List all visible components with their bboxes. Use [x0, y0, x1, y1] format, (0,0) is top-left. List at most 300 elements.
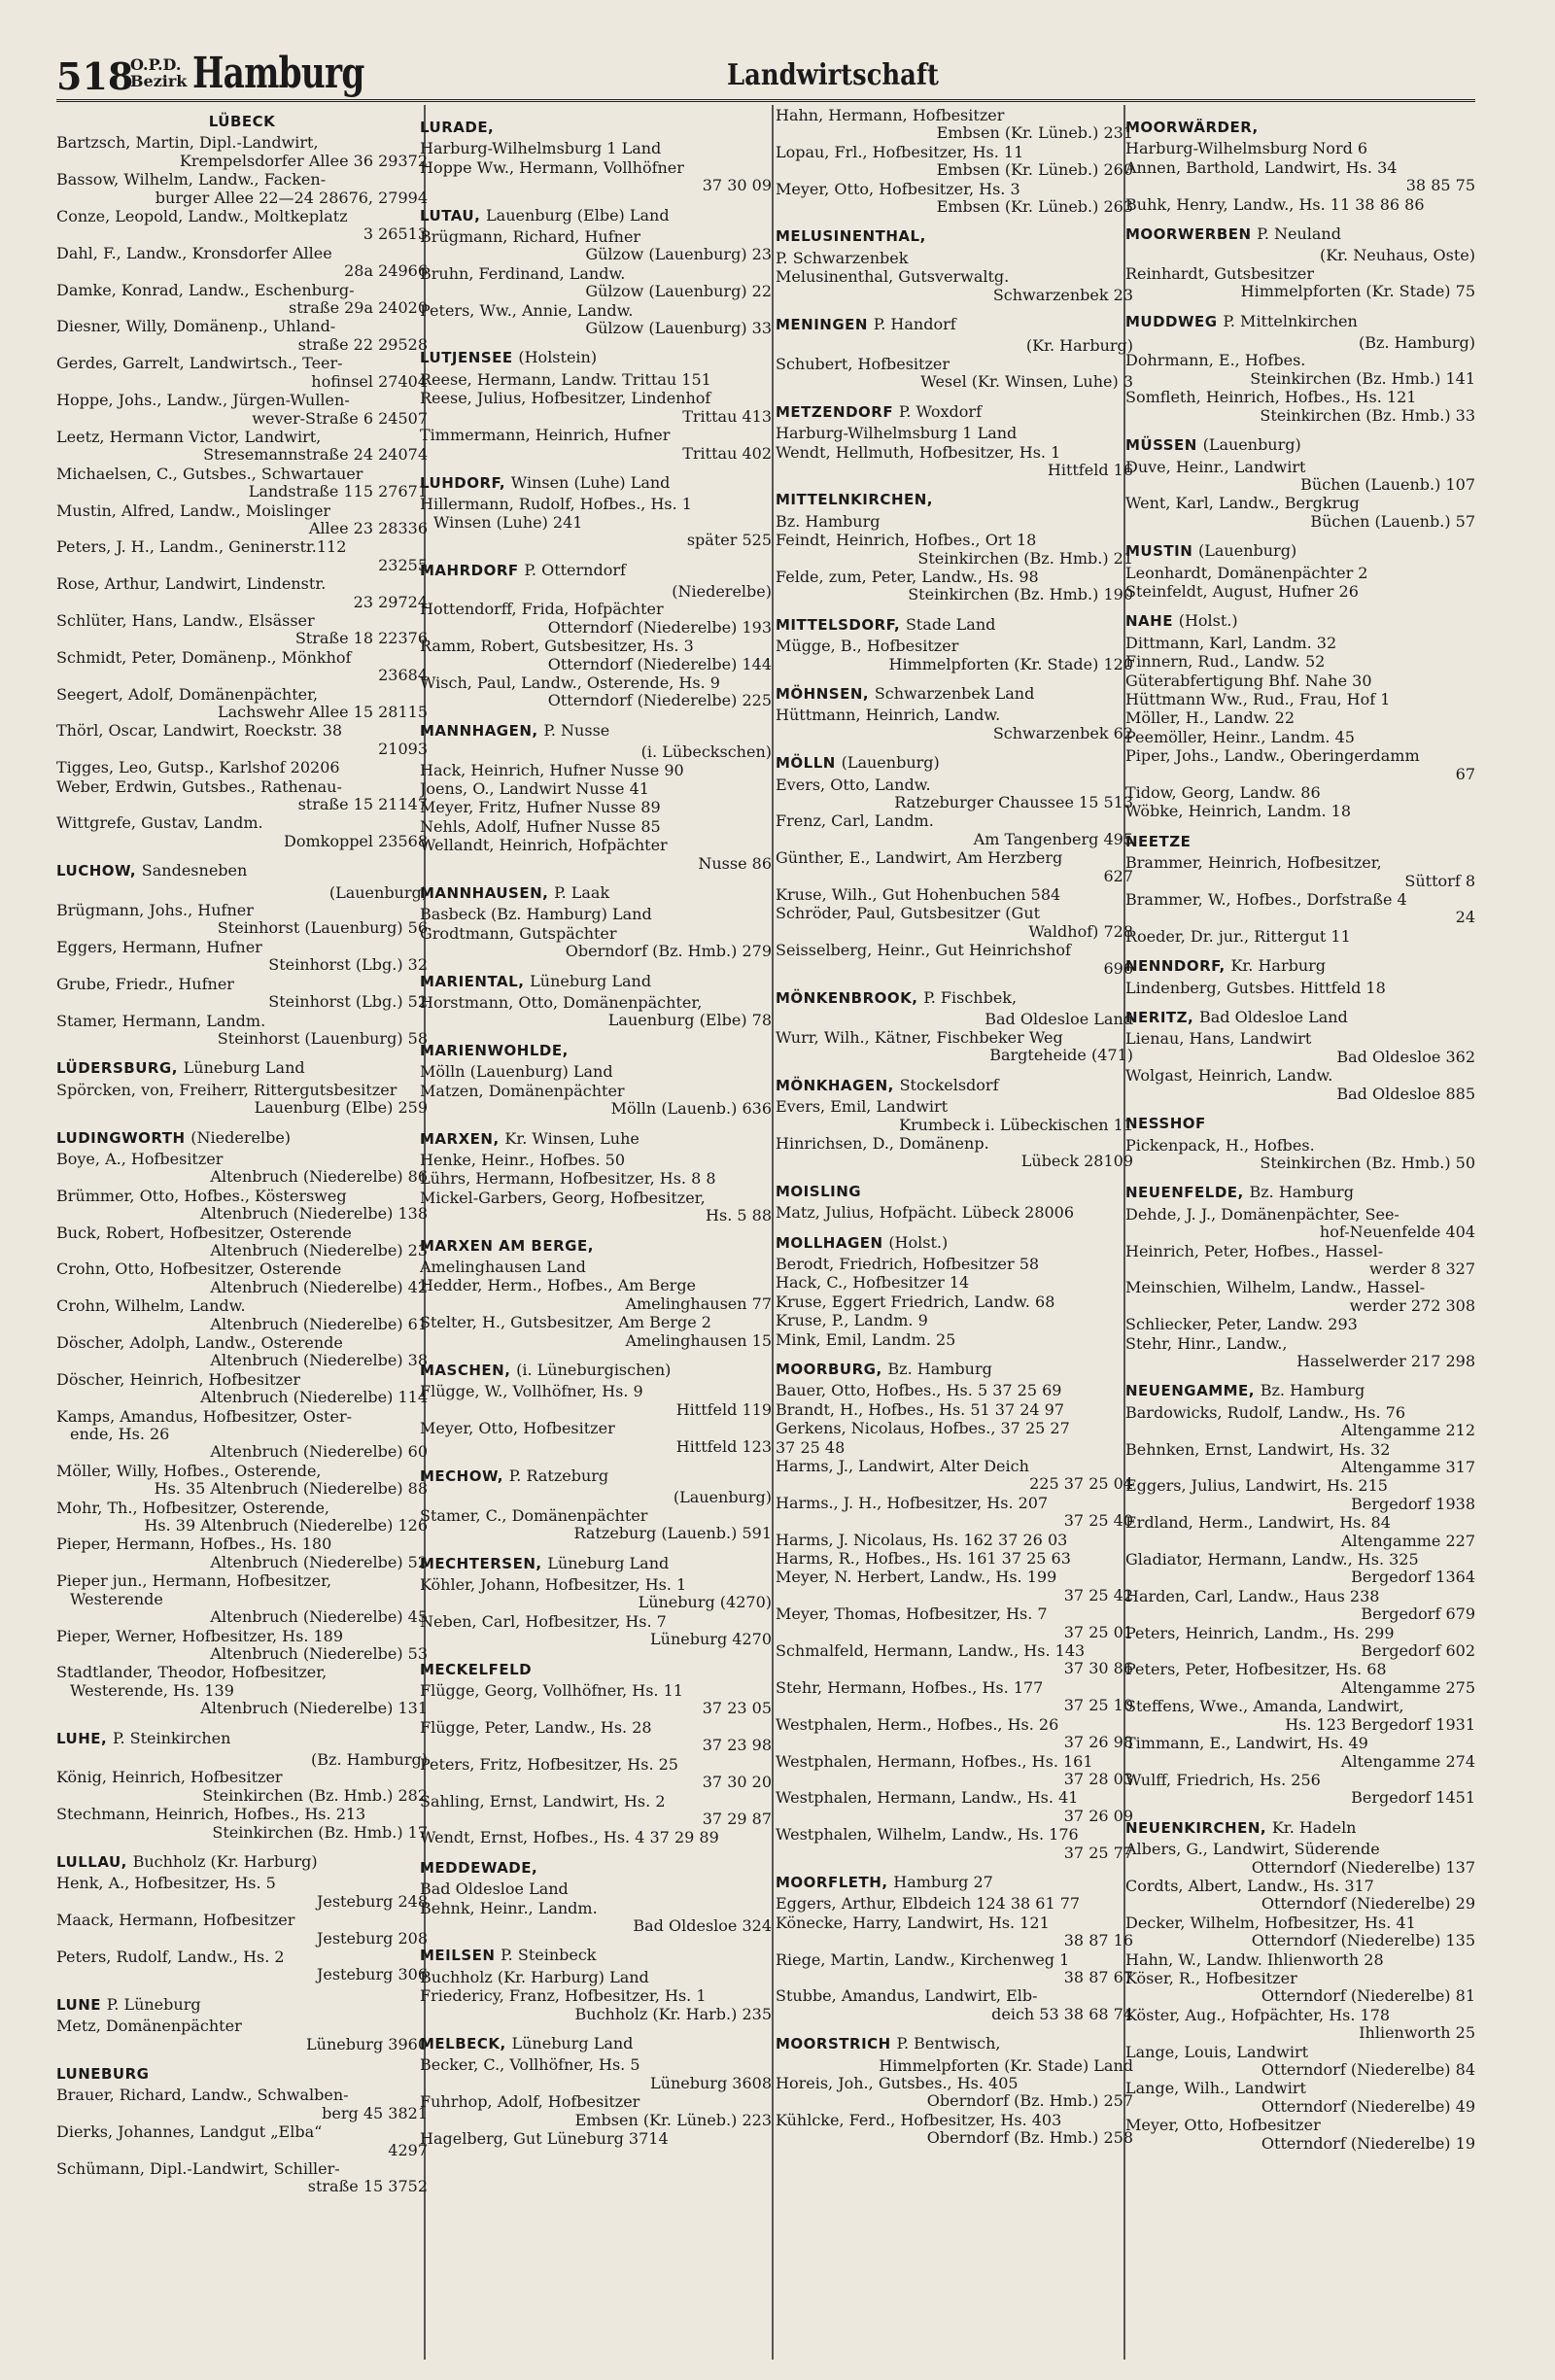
directory-entry: [776, 444, 1133, 480]
entry-line: Bergedorf 679: [1361, 1605, 1475, 1624]
entry-line: 37 28 03: [1063, 1770, 1133, 1788]
directory-entry: [420, 1190, 772, 1225]
entry-line: Dehde, J. J., Domänenpächter, See-: [1125, 1205, 1400, 1224]
entry-line: Günther, E., Landwirt, Am Herzberg: [776, 849, 1063, 868]
entry-line: Decker, Wilhelm, Hofbesitzer, Hs. 41: [1125, 1914, 1416, 1932]
directory-entry: [776, 1569, 1133, 1604]
place-qualifier: P. Neuland: [1257, 224, 1341, 244]
opd-label: O.P.D.: [130, 55, 182, 74]
entry-line: 38 87 16: [1063, 1932, 1133, 1950]
entry-line: 38 87 67: [1063, 1968, 1133, 1986]
directory-entry: [1125, 784, 1475, 802]
entry-line: Hagelberg, Gut Lüneburg 3714: [420, 2130, 669, 2148]
entry-line: Steinkirchen (Bz. Hmb.) 17: [212, 1823, 428, 1842]
entry-line: Embsen (Kr. Lüneb.) 223: [574, 2111, 772, 2129]
place-qualifier: (Holstein): [518, 348, 598, 367]
entry-line: Peters, Peter, Hofbesitzer, Hs. 68: [1125, 1661, 1387, 1679]
place-name: MAHRDORF: [420, 561, 519, 579]
entry-line: 37 25 77: [1063, 1844, 1133, 1862]
entry-line: Nehls, Adolf, Hufner Nusse 85: [420, 817, 661, 836]
directory-entry: [56, 1013, 428, 1049]
entry-line: Altenbruch (Niederelbe) 38: [210, 1352, 428, 1370]
entry-line: Altenbruch (Niederelbe) 45: [210, 1608, 428, 1627]
place-heading: [776, 227, 1133, 245]
directory-entry: [776, 1605, 1133, 1641]
entry-line: Lührs, Hermann, Hofbesitzer, Hs. 8 8: [420, 1170, 716, 1189]
place-name: MUSTIN: [1125, 542, 1193, 561]
district-label: [130, 56, 187, 89]
entry-line: Otterndorf (Niederelbe) 135: [1251, 1932, 1475, 1950]
entry-line: Hasselwerder 217 298: [1296, 1352, 1475, 1370]
entry-line: Bardowicks, Rudolf, Landw., Hs. 76: [1125, 1403, 1405, 1422]
entry-line: Eggers, Julius, Landwirt, Hs. 215: [1125, 1477, 1388, 1496]
directory-entry: [1125, 1625, 1475, 1661]
place-heading: [56, 1129, 428, 1147]
entry-line: Dahl, F., Landw., Kronsdorfer Allee: [56, 244, 332, 262]
entry-line: 37 26 98: [1063, 1734, 1133, 1752]
directory-entry: [776, 1293, 1133, 1311]
entry-line: Pickenpack, H., Hofbes.: [1125, 1136, 1315, 1155]
entry-line: Berodt, Friedrich, Hofbesitzer 58: [776, 1255, 1040, 1273]
directory-entry: [420, 496, 772, 549]
entry-line: Lachswehr Allee 15 28115: [218, 704, 428, 721]
place-heading: [420, 884, 772, 902]
page-header: [56, 49, 1475, 101]
entry-line: Stehr, Hinr., Landw.,: [1125, 1334, 1288, 1353]
place-heading: [420, 1661, 772, 1678]
city-title: Hamburg: [192, 49, 364, 98]
entry-line: Wittgrefe, Gustav, Landm.: [56, 814, 263, 833]
entry-line: 37 25 48: [776, 1438, 846, 1457]
place-name: MÖHNSEN,: [776, 684, 870, 703]
directory-entry: [1125, 1243, 1475, 1279]
directory-entry: [776, 1753, 1133, 1789]
directory-entry: [1125, 140, 1475, 157]
directory-entry: [420, 1170, 772, 1188]
entry-line: Ihlienworth 25: [1359, 2024, 1475, 2043]
entry-line: Meyer, Otto, Hofbesitzer, Hs. 3: [776, 180, 1020, 198]
entry-line: Felde, zum, Peter, Landw., Hs. 98: [776, 568, 1039, 586]
entry-line: 67: [1455, 765, 1475, 783]
directory-entry: [56, 502, 428, 538]
directory-entry: [776, 1826, 1133, 1862]
entry-line: Jesteburg 248: [316, 1892, 428, 1911]
entry-line: Gerdes, Garrelt, Landwirtsch., Teer-: [56, 355, 343, 373]
directory-entry: [56, 355, 428, 391]
place-qualifier: P. Handorf: [873, 315, 956, 334]
header-rule: [56, 99, 1475, 102]
entry-line: Möller, Willy, Hofbes., Osterende,: [56, 1462, 322, 1480]
entry-line: 37 30 20: [702, 1774, 772, 1792]
entry-line: Wellandt, Heinrich, Hofpächter: [420, 837, 668, 855]
entry-line: Brammer, W., Hofbes., Dorfstraße 4: [1125, 891, 1407, 910]
entry-line: burger Allee 22—24 28676, 27994: [155, 189, 428, 207]
directory-entry: [1125, 1441, 1475, 1477]
section-title: Landwirtschaft: [727, 58, 939, 92]
entry-line: Crohn, Wilhelm, Landw.: [56, 1297, 246, 1316]
place-heading: [56, 1730, 428, 1747]
place-heading: [56, 113, 428, 130]
place-heading: [420, 2035, 772, 2052]
entry-line: Oberndorf (Bz. Hmb.) 279: [565, 943, 772, 961]
entry-line: Schmalfeld, Hermann, Landw., Hs. 143: [776, 1642, 1086, 1661]
entry-line: Flügge, Peter, Landw., Hs. 28: [420, 1718, 652, 1737]
entry-line: Joens, O., Landwirt Nusse 41: [420, 780, 649, 798]
entry-line: Pieper, Hermann, Hofbes., Hs. 180: [56, 1535, 332, 1554]
place-qualifier: P. Steinkirchen: [112, 1728, 231, 1747]
place-name: MOORSTRICH: [776, 2035, 891, 2053]
entry-line: Peters, Ww., Annie, Landw.: [420, 301, 634, 320]
entry-line: Altenbruch (Niederelbe) 42: [210, 1278, 428, 1296]
entry-line: Harden, Carl, Landw., Haus 238: [1125, 1587, 1380, 1605]
entry-line: Harms, J., Landwirt, Alter Deich: [776, 1458, 1029, 1475]
place-name: LUCHOW,: [56, 862, 137, 880]
directory-entry: [56, 1875, 428, 1911]
place-heading: [420, 207, 772, 224]
entry-line: Brandt, H., Hofbes., Hs. 51 37 24 97: [776, 1400, 1065, 1419]
place-subheading: (Lauenburg): [673, 1489, 772, 1507]
place-name: LURADE,: [420, 119, 495, 136]
directory-entry: [776, 181, 1133, 217]
place-name: LUTJENSEE: [420, 349, 513, 367]
entry-line: Spörcken, von, Freiherr, Rittergutsbesitzer: [56, 1081, 397, 1099]
entry-line: Lienau, Hans, Landwirt: [1125, 1030, 1312, 1049]
entry-line: Henke, Heinr., Hofbes. 50: [420, 1151, 626, 1169]
place-heading: [1125, 542, 1475, 560]
place-heading: [1125, 119, 1475, 136]
directory-entry: [776, 1420, 1133, 1437]
place-heading: [776, 316, 1133, 333]
entry-line: Stehr, Hermann, Hofbes., Hs. 177: [776, 1678, 1044, 1697]
entry-line: Hs. 35 Altenbruch (Niederelbe) 88: [154, 1480, 428, 1499]
place-heading: [1125, 1009, 1475, 1026]
entry-line: Finnern, Rud., Landw. 52: [1125, 653, 1326, 672]
entry-line: 37 26 09: [1063, 1807, 1133, 1825]
entry-line: Am Tangenberg 495: [973, 830, 1133, 848]
place-name: MOORWERBEN: [1125, 225, 1252, 244]
directory-entry: [776, 569, 1133, 604]
place-qualifier: Hamburg 27: [893, 1872, 993, 1891]
directory-entry: [1125, 389, 1475, 425]
entry-line: Jesteburg 208: [316, 1929, 428, 1948]
entry-line: Heinrich, Peter, Hofbes., Hassel-: [1125, 1242, 1384, 1260]
directory-entry: [420, 837, 772, 873]
entry-line: Himmelpforten (Kr. Stade) 75: [1240, 283, 1475, 301]
directory-entry: [420, 390, 772, 426]
place-qualifier: (Lauenburg): [1198, 541, 1297, 561]
place-heading: [776, 403, 1133, 421]
entry-line: Domkoppel 23568: [283, 832, 428, 850]
entry-line: Mölln (Lauenb.) 636: [610, 1100, 772, 1119]
entry-line: Gülzow (Lauenburg) 33: [585, 320, 772, 338]
place-qualifier: Bz. Hamburg: [1260, 1381, 1365, 1400]
entry-line: Grube, Friedr., Hufner: [56, 975, 234, 993]
place-heading: [776, 1077, 1133, 1094]
entry-line: Trittau 413: [682, 407, 772, 426]
entry-line: Mölln (Lauenburg) Land: [420, 1063, 613, 1082]
directory-entry: [1125, 1588, 1475, 1624]
entry-line: Wurr, Wilh., Kätner, Fischbeker Weg: [776, 1028, 1063, 1047]
entry-line: Altengamme 227: [1340, 1532, 1475, 1550]
entry-line: werder 8 327: [1368, 1259, 1475, 1278]
entry-line: Crohn, Otto, Hofbesitzer, Osterende: [56, 1260, 342, 1279]
directory-entry: [776, 1439, 1133, 1457]
entry-line: Stadtlander, Theodor, Hofbesitzer,: [56, 1664, 328, 1682]
entry-line: Otterndorf (Niederelbe) 84: [1261, 2061, 1475, 2079]
directory-entry: [420, 1383, 772, 1419]
place-qualifier: (i. Lüneburgischen): [516, 1360, 672, 1379]
entry-line: Möller, H., Landw. 22: [1125, 709, 1296, 728]
place-heading: [56, 2065, 428, 2083]
entry-line: 225 37 25 04: [1029, 1475, 1133, 1494]
entry-line: Dohrmann, E., Hofbes.: [1125, 352, 1306, 370]
directory-entry: [56, 466, 428, 501]
place-subheading: (Kr. Harburg): [1025, 337, 1133, 356]
entry-line: Otterndorf (Niederelbe) 49: [1261, 2097, 1475, 2116]
place-name: MEILSEN: [420, 1947, 496, 1965]
place-heading: [420, 1042, 772, 1059]
place-heading: [1125, 612, 1475, 630]
entry-line: 696: [1103, 959, 1133, 978]
entry-line: Hahn, Hermann, Hofbesitzer: [776, 107, 1005, 124]
directory-entry: [1125, 1698, 1475, 1734]
entry-line: Schliecker, Peter, Landw. 293: [1125, 1316, 1358, 1334]
entry-line: Grodtmann, Gutspächter: [420, 924, 617, 943]
directory-entry: [56, 976, 428, 1012]
place-name: NEUENFELDE,: [1125, 1184, 1244, 1202]
directory-entry: [1125, 1404, 1475, 1440]
entry-line: Schmidt, Peter, Domänenp., Mönkhof: [56, 648, 352, 667]
directory-entry: [56, 1769, 428, 1805]
entry-line: 37 30 86: [1063, 1660, 1133, 1678]
entry-line: Hedder, Herm., Hofbes., Am Berge: [420, 1277, 697, 1295]
entry-line: Mohr, Th., Hofbesitzer, Osterende,: [56, 1499, 329, 1517]
directory-entry: [56, 686, 428, 722]
directory-entry: [420, 265, 772, 301]
entry-line: deich 53 38 68 74: [991, 2005, 1133, 2023]
directory-entry: [1125, 1735, 1475, 1771]
entry-line: Bassow, Wilhelm, Landw., Facken-: [56, 171, 327, 190]
directory-entry: [56, 1535, 428, 1571]
directory-entry: [1125, 1067, 1475, 1103]
directory-entry: [776, 1331, 1133, 1349]
entry-line: Schröder, Paul, Gutsbesitzer (Gut: [776, 905, 1041, 923]
entry-line: 37 25 10: [1063, 1697, 1133, 1715]
entry-line: Büchen (Lauenb.) 107: [1300, 475, 1475, 494]
entry-line: Seisselberg, Heinr., Gut Heinrichshof: [776, 942, 1071, 960]
entry-line: Flügge, Georg, Vollhöfner, Hs. 11: [420, 1682, 683, 1701]
directory-entry: [420, 601, 772, 637]
directory-entry: [776, 1789, 1133, 1825]
entry-line: Hüttmann Ww., Rud., Frau, Hof 1: [1125, 690, 1391, 708]
directory-entry: [1125, 2080, 1475, 2116]
entry-line: Kruse, Eggert Friedrich, Landw. 68: [776, 1293, 1055, 1311]
directory-entry: [420, 159, 772, 195]
entry-line: Steinhorst (Lauenburg) 56: [217, 919, 428, 938]
bezirk-label: Bezirk: [130, 72, 188, 90]
place-subheading: (Niederelbe): [672, 582, 772, 601]
directory-entry: [776, 1458, 1133, 1494]
entry-line: Tidow, Georg, Landw. 86: [1125, 784, 1321, 802]
entry-line: Steinhorst (Lbg.) 32: [268, 956, 428, 975]
entry-line: Bad Oldesloe 885: [1336, 1085, 1475, 1103]
entry-line: Lauenburg (Elbe) 78: [607, 1012, 772, 1030]
directory-entry: [1125, 653, 1475, 671]
entry-line: Lüneburg 3960: [306, 2035, 428, 2053]
entry-line: Hahn, W., Landw. Ihlienworth 28: [1125, 1950, 1384, 1969]
entry-line: Allee 23 28336: [308, 519, 428, 537]
place-name: LUHDORF,: [420, 473, 506, 492]
directory-entry: [56, 1572, 428, 1626]
place-name: NERITZ,: [1125, 1009, 1194, 1027]
directory-entry: [56, 939, 428, 975]
entry-line: 38 85 75: [1405, 177, 1475, 195]
place-qualifier: Lauenburg (Elbe) Land: [486, 205, 670, 224]
entry-line: Peters, Heinrich, Landm., Hs. 299: [1125, 1624, 1395, 1642]
directory-entry: [56, 1082, 428, 1118]
directory-entry: [56, 134, 428, 170]
directory-entry: [776, 1135, 1133, 1171]
entry-line: Bad Oldesloe Land: [420, 1880, 569, 1899]
entry-line: Bartzsch, Martin, Dipl.-Landwirt,: [56, 134, 319, 153]
directory-entry: [420, 1719, 772, 1755]
entry-line: ende, Hs. 26: [70, 1426, 170, 1444]
entry-line: Reese, Hermann, Landw. Trittau 151: [420, 370, 711, 389]
entry-line: Amelinghausen 77: [625, 1294, 772, 1313]
entry-line: Oberndorf (Bz. Hmb.) 258: [926, 2129, 1133, 2148]
place-name: MITTELSDORF,: [776, 615, 901, 634]
place-subheading: (i. Lübeckschen): [640, 743, 772, 762]
directory-entry: [776, 849, 1133, 885]
directory-entry: [420, 427, 772, 463]
entry-line: 24: [1455, 909, 1475, 927]
entry-line: Peters, Rudolf, Landw., Hs. 2: [56, 1949, 285, 1966]
place-heading: [1125, 1115, 1475, 1132]
directory-entry: [1125, 352, 1475, 388]
directory-entry: [1125, 1030, 1475, 1066]
entry-line: Damke, Konrad, Landw., Eschenburg-: [56, 281, 355, 299]
directory-entry: [420, 140, 772, 157]
entry-line: Güterabfertigung Bhf. Nahe 30: [1125, 672, 1372, 690]
directory-entry: [56, 1224, 428, 1260]
place-name: MELBECK,: [420, 2034, 506, 2052]
directory-entry: [776, 250, 1133, 267]
entry-line: Ramm, Robert, Gutsbesitzer, Hs. 3: [420, 638, 694, 656]
entry-line: Embsen (Kr. Lüneb.) 231: [936, 124, 1133, 143]
place-qualifier: Stockelsdorf: [899, 1075, 999, 1094]
place-heading: [1125, 313, 1475, 330]
entry-line: Gladiator, Hermann, Landw., Hs. 325: [1125, 1551, 1419, 1569]
entry-line: Metz, Domänenpächter: [56, 2018, 242, 2036]
place-name: MANNHAUSEN,: [420, 884, 549, 903]
directory-entry: [56, 1664, 428, 1717]
entry-line: Reinhardt, Gutsbesitzer: [1125, 264, 1315, 283]
entry-line: König, Heinrich, Hofbesitzer: [56, 1769, 283, 1787]
directory-entry: [56, 208, 428, 244]
entry-line: Köser, R., Hofbesitzer: [1125, 1969, 1297, 1987]
place-name: MÖLLN: [776, 754, 836, 773]
directory-entry: [420, 1083, 772, 1119]
directory-entry: [776, 776, 1133, 812]
place-name: MÜSSEN: [1125, 436, 1197, 455]
entry-line: Matzen, Domänenpächter: [420, 1082, 625, 1100]
entry-line: Otterndorf (Niederelbe) 193: [547, 618, 772, 637]
directory-entry: [420, 638, 772, 673]
directory-entry: [1125, 854, 1475, 890]
entry-line: Steinkirchen (Bz. Hmb.) 33: [1260, 406, 1475, 425]
entry-line: Westphalen, Hermann, Landw., Hs. 41: [776, 1789, 1079, 1808]
directory-entry: [56, 759, 428, 776]
place-heading: [420, 1859, 772, 1877]
entry-line: 28a 24966: [344, 262, 428, 281]
place-heading: [1125, 957, 1475, 975]
entry-line: Westphalen, Wilhelm, Landw., Hs. 176: [776, 1826, 1079, 1845]
entry-line: Westphalen, Hermann, Hofbes., Hs. 161: [776, 1752, 1093, 1771]
entry-line: Himmelpforten (Kr. Stade) 120: [888, 655, 1133, 673]
entry-line: Hack, C., Hofbesitzer 14: [776, 1274, 970, 1293]
place-name: MARIENWOHLDE,: [420, 1041, 569, 1059]
entry-line: Flügge, W., Vollhöfner, Hs. 9: [420, 1383, 643, 1401]
column-3: [776, 107, 1133, 2371]
directory-entry: [1125, 980, 1475, 997]
entry-line: Köhler, Johann, Hofbesitzer, Hs. 1: [420, 1576, 687, 1595]
place-name: MITTELNKIRCHEN,: [776, 491, 933, 509]
directory-entry: [776, 1679, 1133, 1715]
place-qualifier: Lüneburg Land: [183, 1058, 305, 1078]
entry-line: Altenbruch (Niederelbe) 61: [210, 1315, 428, 1333]
place-heading: [776, 491, 1133, 508]
entry-line: Peters, J. H., Landm., Geninerstr.112: [56, 538, 347, 557]
place-name: MOLLHAGEN: [776, 1233, 883, 1252]
entry-line: Waldhof) 728: [1028, 922, 1133, 941]
place-name: LUDINGWORTH: [56, 1128, 186, 1147]
entry-line: Schlüter, Hans, Landw., Elsässer: [56, 611, 315, 630]
directory-entry: [56, 1260, 428, 1296]
directory-entry: [776, 2112, 1133, 2148]
directory-entry: [420, 228, 772, 264]
entry-line: Erdland, Herm., Landwirt, Hs. 84: [1125, 1514, 1391, 1533]
entry-line: Schwarzenbek 23: [992, 286, 1133, 304]
directory-entry: [776, 1550, 1133, 1568]
entry-line: Neben, Carl, Hofbesitzer, Hs. 7: [420, 1612, 667, 1631]
entry-line: Brammer, Heinrich, Hofbesitzer,: [1125, 854, 1382, 873]
directory-entry: [1125, 1316, 1475, 1333]
entry-line: 37 25 42: [1063, 1586, 1133, 1604]
directory-entry: [420, 2130, 772, 2148]
entry-line: Behnk, Heinr., Landm.: [420, 1899, 598, 1917]
directory-entry: [56, 1806, 428, 1842]
place-heading: [1125, 833, 1475, 850]
entry-line: Timmermann, Heinrich, Hufner: [420, 427, 671, 445]
directory-entry: [56, 1500, 428, 1535]
directory-entry: [776, 107, 1133, 143]
entry-line: Altengamme 317: [1340, 1459, 1475, 1476]
entry-line: Piper, Johs., Landw., Oberingerdamm: [1125, 747, 1420, 766]
entry-line: Kruse, Wilh., Gut Hohenbuchen 584: [776, 886, 1061, 905]
entry-line: Behnken, Ernst, Landwirt, Hs. 32: [1125, 1440, 1391, 1459]
directory-entry: [56, 575, 428, 611]
entry-line: Altenbruch (Niederelbe) 23: [210, 1241, 428, 1259]
directory-entry: [1125, 1551, 1475, 1587]
directory-entry: [420, 925, 772, 961]
place-qualifier: Bad Oldesloe Land: [1198, 1008, 1348, 1027]
entry-line: Hoppe Ww., Hermann, Vollhöfner: [420, 158, 684, 177]
place-qualifier: (Holst.): [888, 1232, 949, 1252]
entry-line: Lüneburg 4270: [650, 1631, 772, 1649]
entry-line: Jesteburg 306: [316, 1966, 428, 1984]
entry-line: Ratzeburger Chaussee 15 513: [894, 794, 1133, 811]
place-qualifier: P. Fischbek,: [923, 988, 1018, 1008]
